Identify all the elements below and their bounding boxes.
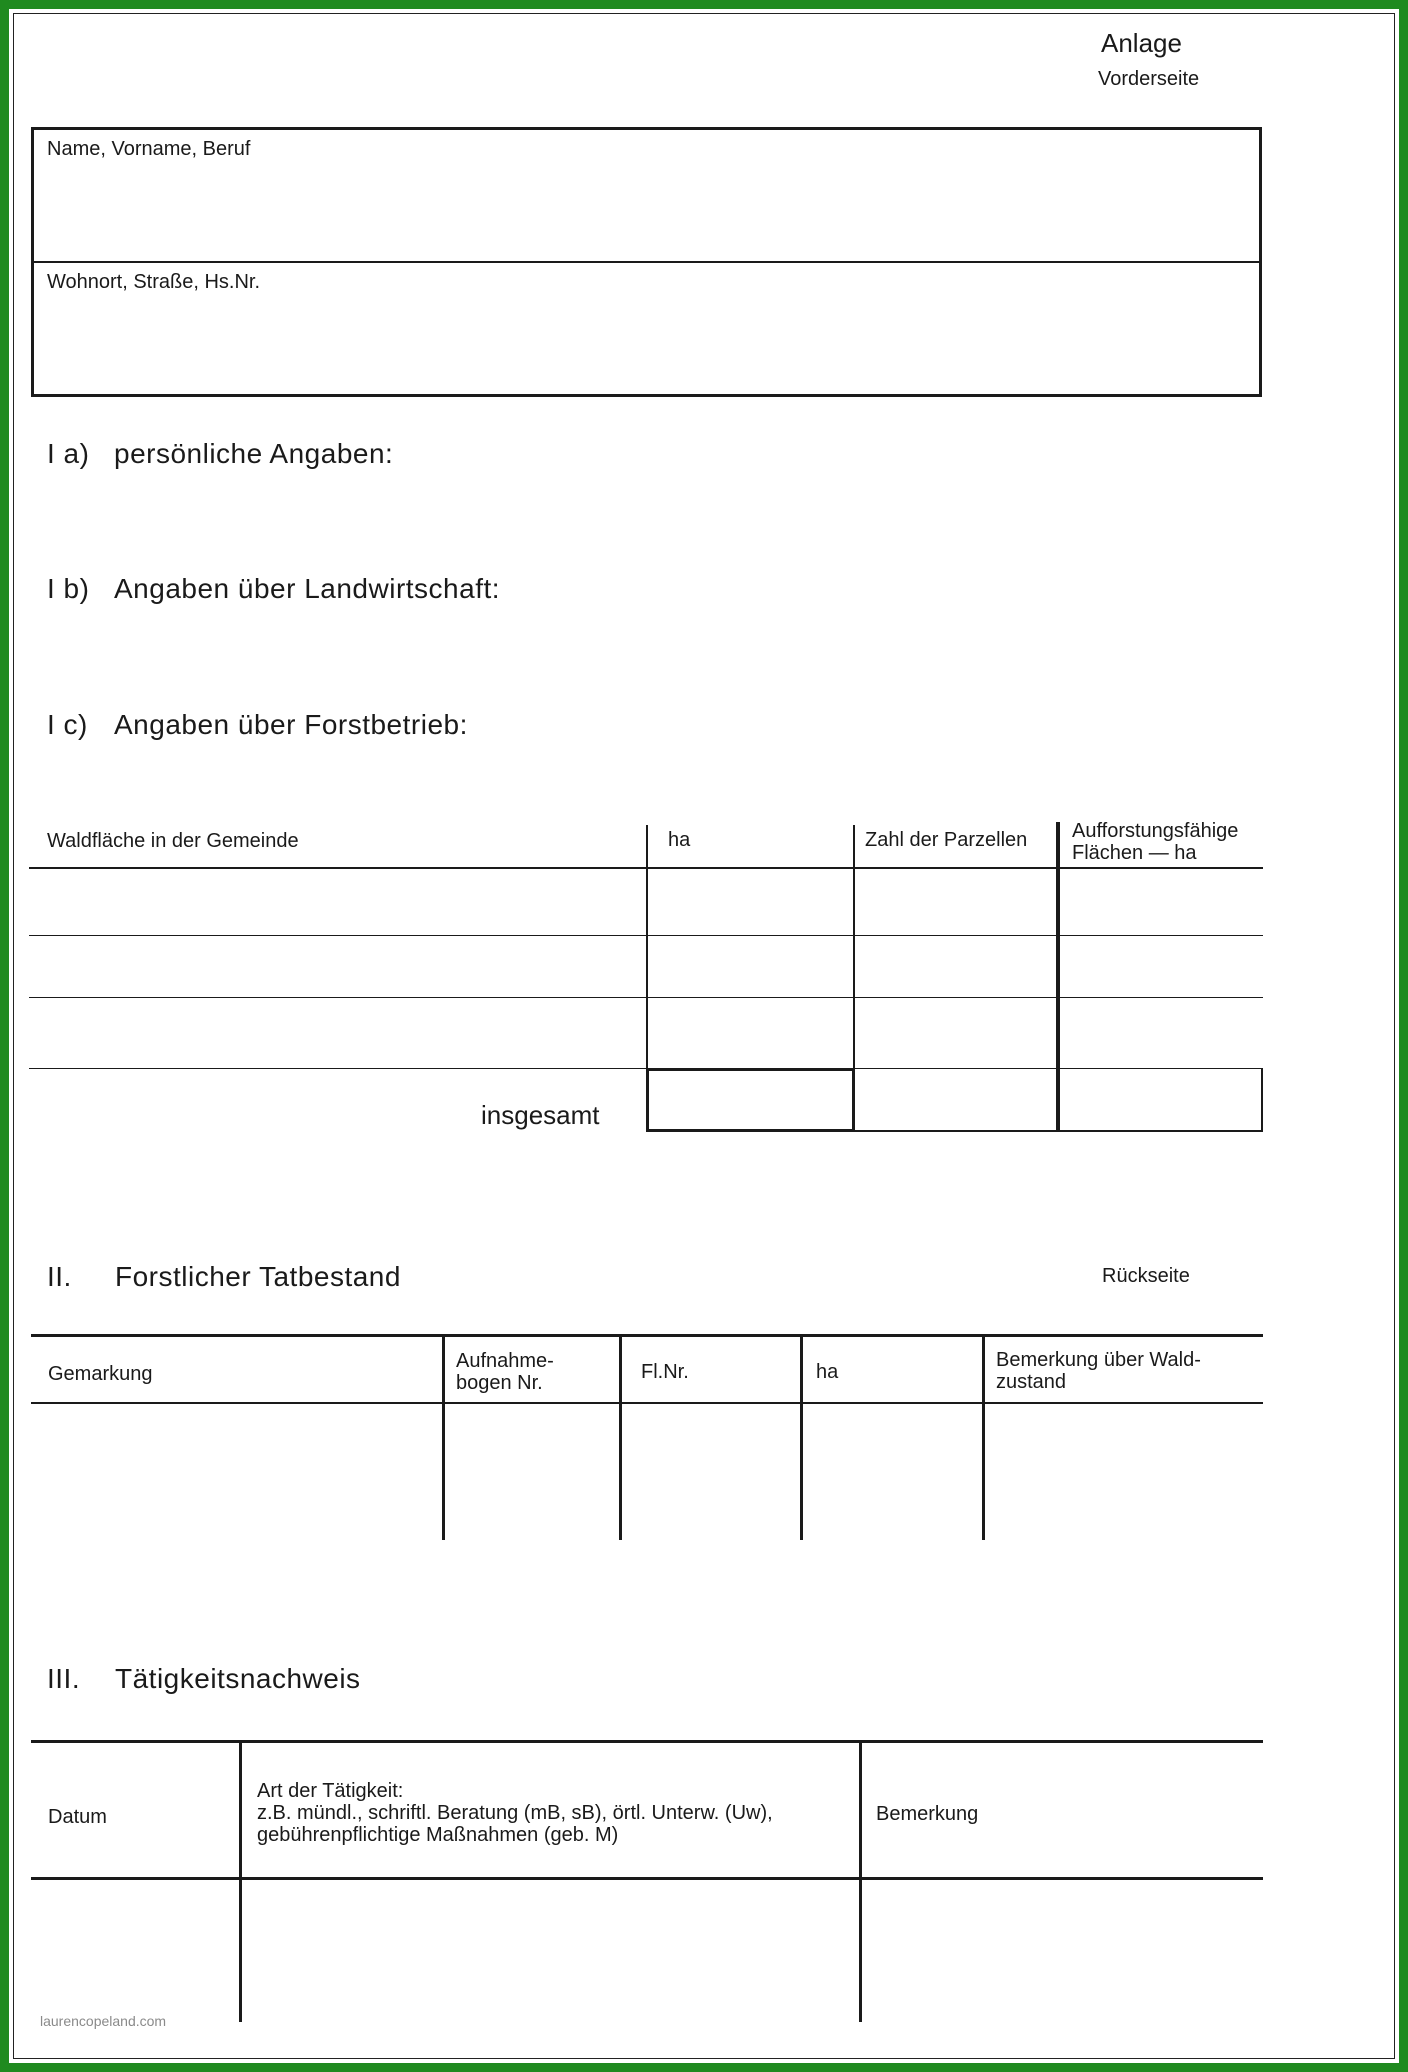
activity-top-rule — [31, 1740, 1263, 1743]
forest-col-divider — [1261, 1068, 1263, 1132]
afforestable-line-1: Aufforstungsfähige — [1072, 820, 1239, 842]
fact-col-divider — [982, 1335, 985, 1540]
fact-col-header-remark — [996, 1349, 1201, 1393]
survey-line-2: bogen Nr. — [456, 1372, 543, 1394]
activity-type-line-2: z.B. mündl., schriftl. Beratung (mB, sB), örtl. Unterw. (Uw), — [257, 1802, 773, 1824]
section-1a-number: I a) — [47, 438, 90, 469]
form-title: Anlage — [1101, 28, 1182, 58]
total-label: insgesamt — [481, 1100, 600, 1130]
activity-col-divider — [239, 1742, 242, 2022]
activity-col-divider — [859, 1742, 862, 2022]
fact-col-header-ha: ha — [816, 1361, 839, 1383]
forest-col-header-afforestable — [1072, 820, 1238, 864]
section-2-number: II. — [47, 1261, 72, 1292]
activity-col-header-type — [257, 1780, 773, 1846]
address-field-label: Wohnort, Straße, Hs.Nr. — [47, 271, 261, 293]
forest-col-divider-bold — [1056, 822, 1060, 1132]
forest-col-header-parcels: Zahl der Parzellen — [865, 829, 1028, 851]
forest-col-header-area: Waldfläche in der Gemeinde — [47, 830, 299, 852]
section-1c-heading: Angaben über Forstbetrieb: — [114, 709, 468, 740]
forest-col-header-ha: ha — [668, 829, 691, 851]
fact-col-header-plot: Fl.Nr. — [641, 1361, 689, 1383]
afforestable-line-2: Flächen — ha — [1072, 842, 1197, 864]
activity-col-header-remark: Bemerkung — [876, 1803, 979, 1825]
remark-line-2: zustand — [996, 1371, 1067, 1393]
section-1c-number: I c) — [47, 709, 88, 740]
form-subtitle: Vorderseite — [1098, 68, 1200, 90]
back-side-note: Rückseite — [1102, 1265, 1190, 1287]
activity-type-line-1: Art der Tätigkeit: — [257, 1780, 404, 1802]
activity-col-header-date: Datum — [48, 1806, 107, 1828]
fact-header-rule — [31, 1402, 1263, 1404]
fact-top-rule — [31, 1334, 1263, 1337]
section-1a-heading: persönliche Angaben: — [114, 438, 394, 469]
fact-col-divider — [442, 1335, 445, 1540]
section-2-heading: Forstlicher Tatbestand — [115, 1261, 401, 1292]
watermark: laurencopeland.com — [40, 2013, 167, 2029]
fact-col-header-district: Gemarkung — [48, 1363, 153, 1385]
section-3-heading: Tätigkeitsnachweis — [115, 1663, 361, 1694]
survey-line-1: Aufnahme- — [456, 1350, 554, 1372]
section-3-number: III. — [47, 1663, 81, 1694]
section-1b-number: I b) — [47, 573, 90, 604]
name-field[interactable] — [34, 165, 1258, 259]
section-1b-heading: Angaben über Landwirtschaft: — [114, 573, 501, 604]
name-field-label: Name, Vorname, Beruf — [47, 138, 251, 160]
fact-col-divider — [800, 1335, 803, 1540]
fact-col-header-survey — [456, 1350, 554, 1394]
activity-header-rule — [31, 1877, 1263, 1880]
total-ha-field[interactable] — [646, 1068, 855, 1132]
remark-line-1: Bemerkung über Wald- — [996, 1349, 1201, 1371]
personal-box-divider — [33, 261, 1261, 263]
activity-type-line-3: gebührenpflichtige Maßnahmen (geb. M) — [257, 1824, 619, 1846]
address-field[interactable] — [34, 298, 1258, 394]
fact-col-divider — [619, 1335, 622, 1540]
